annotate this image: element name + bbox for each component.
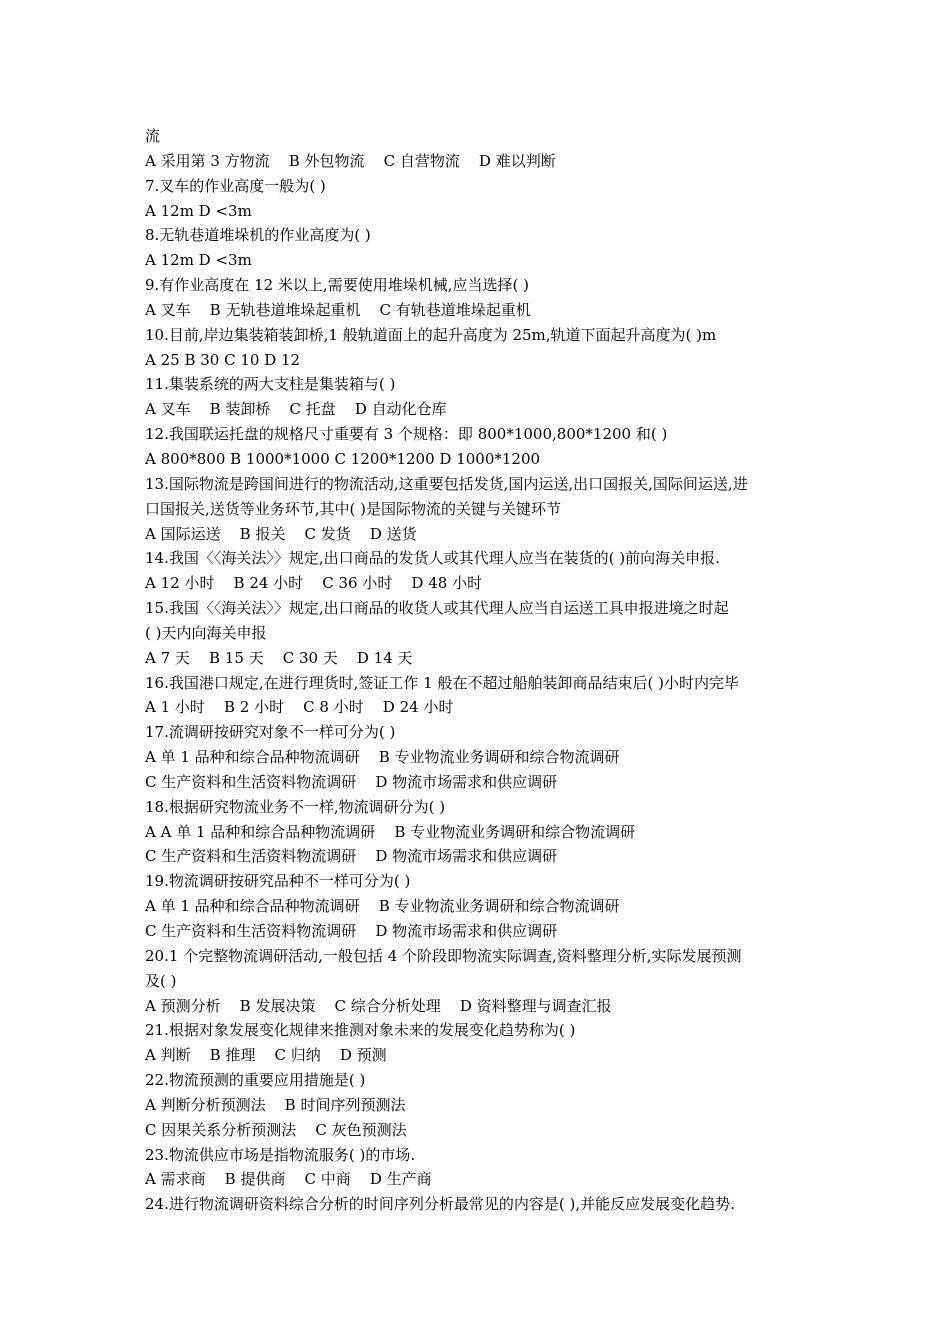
text-line: A 叉车 B 装卸桥 C 托盘 D 自动化仓库 <box>145 400 447 419</box>
text-line: 16.我国港口规定,在进行理货时,签证工作 1 般在不超过船舶装卸商品结束后( )小时内完毕 <box>145 673 739 692</box>
text-line: 11.集装系统的两大支柱是集装箱与( ) <box>145 375 396 394</box>
text-line: A 1 小时 B 2 小时 C 8 小时 D 24 小时 <box>145 698 454 717</box>
text-line: 24.进行物流调研资料综合分析的时间序列分析最常见的内容是( ),并能反应发展变化趋势. <box>145 1195 735 1214</box>
text-line: A 12 小时 B 24 小时 C 36 小时 D 48 小时 <box>145 574 483 593</box>
text-line: 18.根据研究物流业务不一样,物流调研分为( ) <box>145 797 446 816</box>
text-line: A 判断 B 推理 C 归纳 D 预测 <box>145 1046 387 1065</box>
text-line: C 生产资料和生活资料物流调研 D 物流市场需求和供应调研 <box>145 847 558 866</box>
text-line: A 叉车 B 无轨巷道堆垛起重机 C 有轨巷道堆垛起重机 <box>145 300 531 319</box>
text-line: A A 单 1 品种和综合品种物流调研 B 专业物流业务调研和综合物流调研 <box>145 822 636 841</box>
text-line: 及( ) <box>145 971 177 990</box>
text-line: A 采用第 3 方物流 B 外包物流 C 自营物流 D 难以判断 <box>145 151 556 170</box>
text-line: A 预测分析 B 发展决策 C 综合分析处理 D 资料整理与调查汇报 <box>145 996 612 1015</box>
text-line: 口国报关,送货等业务环节,其中( )是国际物流的关键与关键环节 <box>145 499 562 518</box>
text-line: 10.目前,岸边集装箱装卸桥,1 般轨道面上的起升高度为 25m,轨道下面起升高度为( )m <box>145 325 717 344</box>
text-line: 19.物流调研按研究品种不一样可分为( ) <box>145 872 411 891</box>
text-line: C 生产资料和生活资料物流调研 D 物流市场需求和供应调研 <box>145 922 558 940</box>
text-line: 15.我国〈〈海关法〉〉规定,出口商品的收货人或其代理人应当自运送工具申报进境之时起 <box>145 599 729 618</box>
text-line: C 因果关系分析预测法 C 灰色预测法 <box>145 1120 407 1139</box>
text-line: 8.无轨巷道堆垛机的作业高度为( ) <box>145 226 371 245</box>
text-line: 23.物流供应市场是指物流服务( )的市场. <box>145 1145 416 1164</box>
text-line: 7.叉车的作业高度一般为( ) <box>145 176 326 195</box>
text-line: 20.1 个完整物流调研活动,一般包括 4 个阶段即物流实际调查,资料整理分析,实际发展预测 <box>145 946 742 965</box>
text-line: 13.国际物流是跨国间进行的物流活动,这重要包括发货,国内运送,出口国报关,国际间运送,进 <box>145 474 748 493</box>
text-line: A 25 B 30 C 10 D 12 <box>145 350 301 369</box>
text-line: A 单 1 品种和综合品种物流调研 B 专业物流业务调研和综合物流调研 <box>145 748 620 767</box>
text-line: 12.我国联运托盘的规格尺寸重要有 3 个规格：即 800*1000,800*1200 和( ) <box>145 425 668 444</box>
text-line: 流 <box>145 127 161 145</box>
text-line: 17.流调研按研究对象不一样可分为( ) <box>145 723 396 742</box>
text-line: A 12m D <3m <box>145 251 252 270</box>
text-line: A 需求商 B 提供商 C 中商 D 生产商 <box>145 1170 432 1189</box>
text-line: C 生产资料和生活资料物流调研 D 物流市场需求和供应调研 <box>145 772 558 791</box>
text-line: A 800*800 B 1000*1000 C 1200*1200 D 1000*1200 <box>145 449 541 468</box>
text-line: 9.有作业高度在 12 米以上,需要使用堆垛机械,应当选择( ) <box>145 276 529 295</box>
text-line: A 国际运送 B 报关 C 发货 D 送货 <box>145 524 417 543</box>
text-line: A 判断分析预测法 B 时间序列预测法 <box>145 1095 406 1114</box>
text-line: A 12m D <3m <box>145 201 252 220</box>
text-line: A 7 天 B 15 天 C 30 天 D 14 天 <box>145 648 413 667</box>
text-line: 22.物流预测的重要应用措施是( ) <box>145 1071 366 1090</box>
text-line: 21.根据对象发展变化规律来推测对象未来的发展变化趋势称为( ) <box>145 1021 576 1040</box>
text-line: ( )天内向海关申报 <box>145 623 267 642</box>
text-line: 14.我国〈〈海关法〉〉规定,出口商品的发货人或其代理人应当在装货的( )前向海关申报. <box>145 549 720 568</box>
text-line: A 单 1 品种和综合品种物流调研 B 专业物流业务调研和综合物流调研 <box>145 897 620 916</box>
document-page <box>145 124 815 1217</box>
